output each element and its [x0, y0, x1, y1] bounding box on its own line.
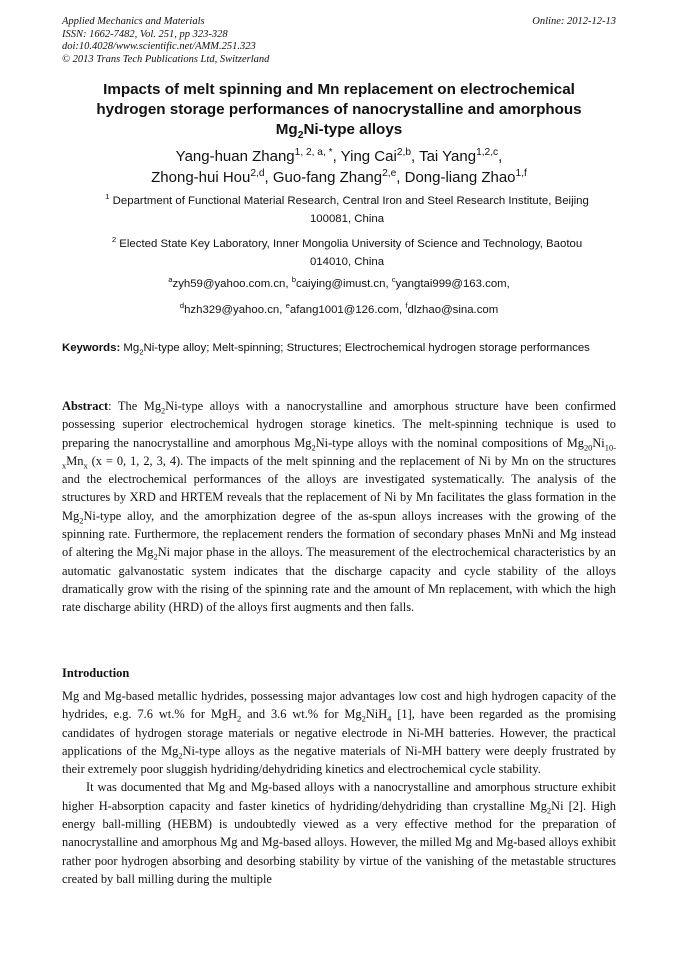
affiliation-2-line-1: Elected State Key Laboratory, Inner Mongolia University of Science and Technology, Baotou [116, 238, 583, 250]
journal-header [62, 16, 616, 66]
keywords: Keywords: $Mg_2Ni$-type alloy; Melt-spinning; Structures; Electrochemical hydrogen storage performances [62, 342, 590, 357]
author-6: , Dong-liang Zhao [396, 169, 516, 186]
email-link-d[interactable]: hzh329@yahoo.cn, [184, 304, 286, 316]
issn-line: ISSN: 1662-7482, Vol. 251, pp 323-328 [62, 28, 228, 40]
intro-paragraph-1: Mg and Mg-based metallic hydrides, possessing major advantages low cost and high hydrogen capacity of the hydrides, e.g. 7.6 wt.% for MgH$_2$ and 3.6 wt.% for $Mg_2NiH_4$ [1], have been regarded as the promising candidates of hydrogen storage materials or negative electrode in Ni-MH batteries. However, the practical applications of the $Mg_2Ni$-type alloys as the negative materials of Ni-MH battery were deeply frustrated by their extremely poor sluggish hydriding/dehydriding kinetics and electrochemical cycle stability. [62, 689, 617, 777]
author-4-sup: 2,d [250, 168, 265, 179]
introduction-body [62, 687, 616, 888]
keywords-label: Keywords: [62, 342, 121, 354]
abstract: Abstract: The $Mg_2Ni$-type alloys with a nanocrystalline and amorphous structure have been confirmed possessing superior electrochemical hydrogen storage kinetics. The melt-spinning technique is used to preparing the nanocrystalline and amorphous $Mg_2Ni$-type alloys with the nominal compositions of $Mg_{20}Ni_{10-x}Mn_x$ (x = 0, 1, 2, 3, 4). The impacts of the melt spinning and the replacement of Ni by Mn on the structures and the electrochemical performances of the alloys are investigated systematically. The analysis of the structures by XRD and HRTEM reveals that the replacement of Ni by Mn facilitates the glass formation in the $Mg_2Ni$-type alloy, and the amorphization degree of the as-spun alloys increases with the growing of the spinning rate. Furthermore, the replacement renders the formation of secondary phases MnNi and Mg instead of altering the $Mg_2Ni$ major phase in the alloys. The measurement of the electrochemical characteristics by an automatic galvanostatic system indicates that the discharge capacity and cycle stability of the alloys dramatically grow with the rising of the spinning rate and the amount of Mn replacement, with which the high rate discharge ability (HRD) of the alloys first augments and then falls. [62, 399, 616, 615]
author-6-sup: 1,f [515, 168, 527, 179]
author-3-sup: 1,2,c [476, 147, 499, 158]
email-line-1: $^a$zyh59@yahoo.com.cn, $^b$caiying@imust.cn, $^c$yangtai999@163.com, [168, 275, 510, 290]
title-sub: 2 [297, 130, 304, 142]
email-link-a[interactable]: zyh59@yahoo.com.cn, [172, 278, 292, 290]
affiliation-1-line-2: 100081, China [309, 213, 385, 225]
online-date: Online: 2012-12-13 [532, 16, 616, 27]
paper-title [62, 80, 616, 140]
copyright-line: © 2013 Trans Tech Publications Ltd, Switzerland [62, 53, 270, 65]
title-mg: Mg [275, 121, 298, 138]
title-line-1: Impacts of melt spinning and Mn replacement on electrochemical [103, 81, 575, 98]
doi-line: doi:10.4028/www.scientific.net/AMM.251.323 [62, 41, 256, 52]
intro-paragraph-2: It was documented that Mg and Mg-based alloys with a nanocrystalline and amorphous structure exhibit higher H-absorption capacity and faster kinetics of hydriding/dehydriding than crystalline $Mg_2Ni$ [2]. High energy ball-milling (HEBM) is undoubtedly viewed as a very effective method for the preparation of nanocrystalline and amorphous Mg and Mg-based alloys. However, the milled Mg and Mg-based alloys exhibit rather poor hydrogen absorbing and desorbing stability by virtue of the vanishing of the metastable structures created by ball milling during the multiple [62, 780, 616, 886]
author-1: Yang-huan Zhang [175, 148, 295, 165]
title-line-2: hydrogen storage performances of nanocrystalline and amorphous [96, 101, 582, 118]
author-line-1 [62, 146, 616, 167]
affiliation-1 [78, 192, 616, 228]
section-heading-introduction: Introduction [62, 666, 130, 680]
email-link-c[interactable]: yangtai999@163.com, [395, 278, 510, 290]
author-1-sup: 1, 2, a, * [294, 147, 333, 158]
email-line-2: $^d$hzh329@yahoo.cn, $^e$afang1001@126.com, $^f$dlzhao@sina.com [179, 301, 499, 316]
author-5: , Guo-fang Zhang [264, 169, 383, 186]
affiliation-2-sup: 2 [111, 235, 117, 245]
journal-name: Applied Mechanics and Materials [62, 16, 205, 27]
title-ni-type: Ni-type alloys [303, 121, 403, 138]
email-link-e[interactable]: afang1001@126.com, [289, 304, 406, 316]
author-3: , Tai Yang [411, 148, 477, 165]
email-link-f[interactable]: dlzhao@sina.com [407, 304, 499, 316]
affiliation-2-line-2: 014010, China [309, 256, 385, 268]
affiliation-1-sup: 1 [105, 192, 110, 202]
author-4: Zhong-hui Hou [151, 169, 251, 186]
title-line-3 [62, 120, 616, 140]
affiliation-1-line-1: Department of Functional Material Research, Central Iron and Steel Research Institute, Beijing [109, 195, 589, 207]
author-list [62, 146, 616, 188]
author-3-end: , [498, 148, 503, 165]
affiliation-2 [78, 235, 616, 271]
author-5-sup: 2,e [382, 168, 397, 179]
abstract-label: Abstract [62, 399, 109, 413]
email-link-b[interactable]: caiying@imust.cn, [296, 278, 392, 290]
author-line-2 [62, 167, 616, 188]
author-2-sup: 2,b [396, 147, 411, 158]
author-2: , Ying Cai [332, 148, 397, 165]
